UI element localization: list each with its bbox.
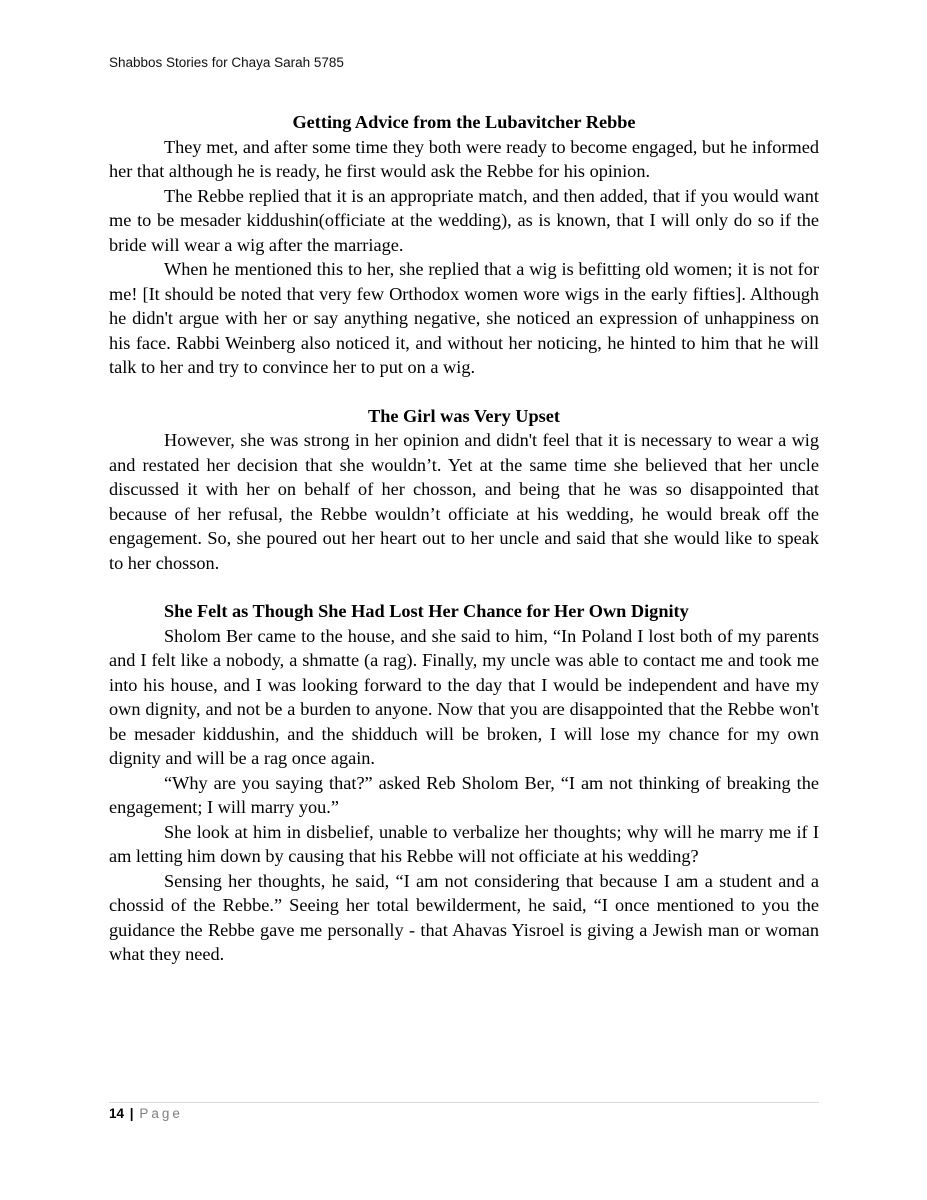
footer-separator: | [129, 1106, 134, 1121]
paragraph: They met, and after some time they both were ready to become engaged, but he informed her that although he is ready, he first would ask the Rebbe for his opinion. [109, 136, 819, 181]
paragraph: Sensing her thoughts, he said, “I am not considering that because I am a student and a chossid of the Rebbe.” Seeing her total bewilderment, he said, “I once mentioned to you the guidance the Rebbe gave me personally - that Ahavas Yisroel is giving a Jewish man or woman what they need. [109, 870, 819, 964]
running-header: Shabbos Stories for Chaya Sarah 5785 [109, 55, 344, 70]
paragraph: “Why are you saying that?” asked Reb Sholom Ber, “I am not thinking of breaking the engagement; I will marry you.” [109, 772, 819, 817]
page-label: Page [139, 1106, 183, 1121]
page-footer [109, 1106, 183, 1121]
paragraph: Sholom Ber came to the house, and she said to him, “In Poland I lost both of my parents and I felt like a nobody, a shmatte (a rag). Finally, my uncle was able to contact me and took me into his house, and I was looking forward to the day that I would be independent and have my own dignity, and not be a burden to anyone. Now that you are disappointed that the Rebbe won't be mesader kiddushin, and the shidduch will be broken, I will lose my chance for my own dignity and will be a rag once again. [109, 625, 819, 768]
footer-divider [109, 1102, 819, 1103]
document-body [109, 108, 819, 967]
section-heading: She Felt as Though She Had Lost Her Chance for Her Own Dignity [164, 601, 689, 621]
section-heading: The Girl was Very Upset [368, 405, 560, 426]
paragraph: The Rebbe replied that it is an appropriate match, and then added, that if you would want me to be mesader kiddushin(officiate at the wedding), as is known, that I will only do so if the bride will wear a wig after the marriage. [109, 185, 819, 255]
paragraph: However, she was strong in her opinion and didn't feel that it is necessary to wear a wig and restated her decision that she wouldn’t. Yet at the same time she believed that her uncle discussed it with her on behalf of her chosson, and being that he was so disappointed that because of her refusal, the Rebbe wouldn’t officiate at his wedding, he would break off the engagement. So, she poured out her heart out to her uncle and said that she would like to speak to her chosson. [109, 430, 819, 573]
paragraph: She look at him in disbelief, unable to verbalize her thoughts; why will he marry me if I am letting him down by causing that his Rebbe will not officiate at his wedding? [109, 821, 819, 866]
section-heading: Getting Advice from the Lubavitcher Rebbe [292, 112, 636, 132]
page-number: 14 [109, 1106, 125, 1121]
paragraph: When he mentioned this to her, she replied that a wig is befitting old women; it is not for me! [It should be noted that very few Orthodox women wore wigs in the early fifties]. Although he didn't argue with her or say anything negative, she noticed an expression of unhappiness on his face. Rabbi Weinberg also noticed it, and without her noticing, he hinted to him that he will talk to her and try to convince her to put on a wig. [109, 259, 819, 377]
